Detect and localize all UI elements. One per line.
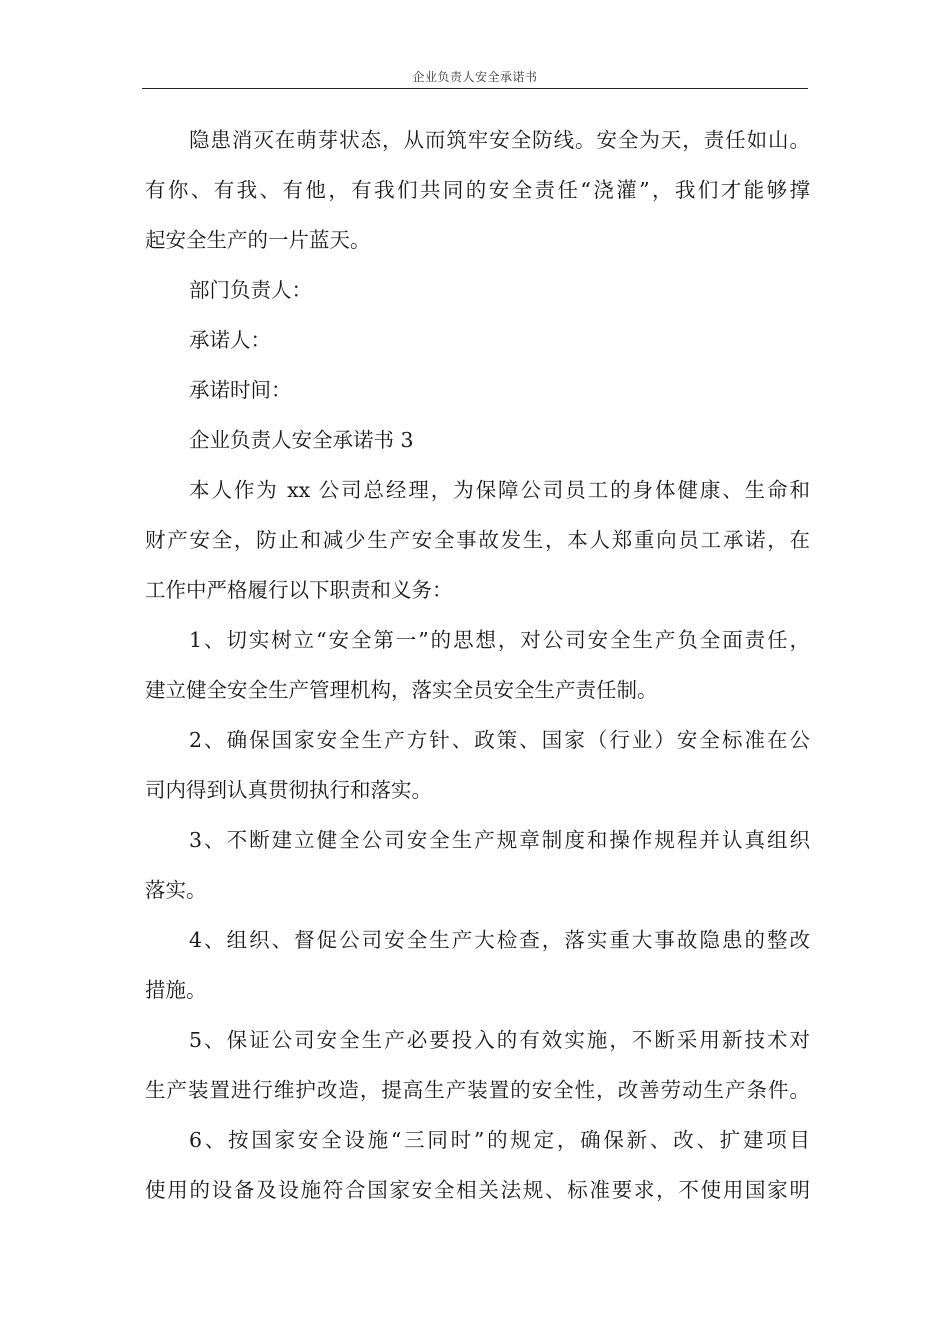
text-line: 措施。: [145, 978, 207, 1002]
text-line: 司内得到认真贯彻执行和落实。: [145, 778, 432, 802]
list-item-5: 5、保证公司安全生产必要投入的有效实施，不断采用新技术对: [189, 1028, 810, 1052]
text-line: 起安全生产的一片蓝天。: [145, 228, 371, 252]
text-line: 建立健全安全生产管理机构，落实全员安全生产责任制。: [145, 678, 658, 702]
list-item-3: 3、不断建立健全公司安全生产规章制度和操作规程并认真组织: [189, 828, 810, 852]
text-line: 隐患消灭在萌芽状态，从而筑牢安全防线。安全为天，责任如山。: [189, 128, 810, 152]
signature-label-department-head: 部门负责人：: [189, 278, 312, 302]
section-title: 企业负责人安全承诺书 3: [189, 428, 414, 452]
text-line: 本人作为 xx 公司总经理，为保障公司员工的身体健康、生命和: [189, 478, 810, 502]
text-line: 工作中严格履行以下职责和义务：: [145, 578, 453, 602]
list-item-1: 1、切实树立“安全第一”的思想，对公司安全生产负全面责任，: [189, 628, 810, 652]
document-body: [145, 115, 810, 1215]
list-item-4: 4、组织、督促公司安全生产大检查，落实重大事故隐患的整改: [189, 928, 810, 952]
signature-label-promisor: 承诺人：: [189, 328, 271, 352]
page-header: [142, 66, 808, 89]
signature-label-date: 承诺时间：: [189, 378, 292, 402]
list-item-2: 2、确保国家安全生产方针、政策、国家（行业）安全标准在公: [189, 728, 810, 752]
text-line: 有你、有我、有他，有我们共同的安全责任“浇灌”，我们才能够撑: [145, 178, 810, 202]
text-line: 使用的设备及设施符合国家安全相关法规、标准要求，不使用国家明: [145, 1178, 810, 1202]
text-line: 财产安全，防止和减少生产安全事故发生，本人郑重向员工承诺，在: [145, 528, 810, 552]
header-title: 企业负责人安全承诺书: [412, 70, 538, 84]
list-item-6: 6、按国家安全设施“三同时”的规定，确保新、改、扩建项目: [189, 1128, 810, 1152]
text-line: 生产装置进行维护改造，提高生产装置的安全性，改善劳动生产条件。: [145, 1078, 810, 1102]
text-line: 落实。: [145, 878, 207, 902]
